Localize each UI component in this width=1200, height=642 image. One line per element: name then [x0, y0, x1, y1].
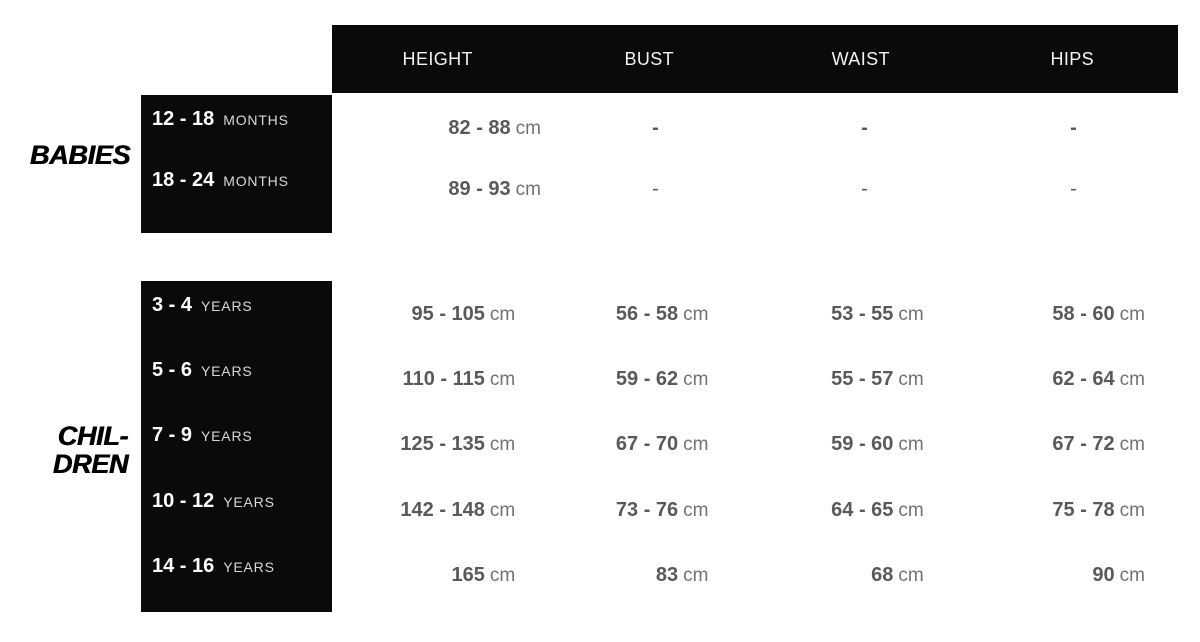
age-unit: YEARS	[201, 362, 253, 379]
cell-waist	[741, 433, 962, 456]
unit: cm	[898, 564, 924, 586]
cell-waist	[741, 499, 962, 522]
cell-waist	[760, 117, 969, 140]
cell-hips	[969, 117, 1178, 140]
table-row	[141, 555, 1178, 595]
cell-waist	[741, 564, 962, 587]
age-range: 3 - 4	[152, 293, 193, 316]
value: 58 - 60	[1052, 302, 1115, 325]
unit: cm	[898, 499, 924, 521]
column-header-hips: HIPS	[1050, 48, 1095, 69]
unit: cm	[1119, 433, 1145, 455]
unit: cm	[1119, 303, 1145, 325]
table-row	[141, 294, 1178, 334]
unit: cm	[683, 564, 709, 586]
unit: cm	[898, 433, 924, 455]
cell-height	[332, 499, 525, 522]
cell-hips	[962, 499, 1178, 522]
value: 64 - 65	[831, 498, 894, 521]
value: 67 - 72	[1052, 432, 1115, 455]
value: -	[652, 116, 659, 139]
age-unit: MONTHS	[223, 172, 289, 189]
value: -	[652, 177, 659, 200]
value: 55 - 57	[831, 367, 894, 390]
value: 59 - 60	[831, 432, 894, 455]
cell-bust	[525, 303, 740, 326]
value: 75 - 78	[1052, 498, 1115, 521]
age-range: 5 - 6	[152, 358, 193, 381]
value: -	[861, 177, 868, 200]
value: 62 - 64	[1052, 367, 1115, 390]
age-label	[141, 108, 332, 131]
age-unit: MONTHS	[223, 111, 289, 128]
cell-bust	[525, 368, 740, 391]
cell-height	[332, 368, 525, 391]
section-label-line: CHIL-	[57, 421, 128, 451]
unit: cm	[898, 368, 924, 390]
age-range: 7 - 9	[152, 423, 193, 446]
unit: cm	[683, 303, 709, 325]
unit: cm	[515, 178, 541, 200]
unit: cm	[489, 564, 516, 586]
age-range: 14 - 16	[152, 554, 215, 577]
table-header	[332, 25, 1178, 93]
value: 95 - 105	[411, 302, 485, 325]
cell-waist	[741, 368, 962, 391]
cell-hips	[969, 178, 1178, 201]
age-label	[141, 490, 332, 513]
age-label	[141, 359, 332, 382]
column-header-waist: WAIST	[831, 48, 890, 69]
cell-height	[332, 564, 525, 587]
table-row	[141, 169, 1178, 209]
value: 90	[1092, 563, 1115, 586]
age-unit: YEARS	[201, 427, 253, 444]
age-unit: YEARS	[223, 558, 275, 575]
unit: cm	[489, 499, 516, 521]
age-unit: YEARS	[201, 297, 253, 314]
value: 125 - 135	[400, 432, 485, 455]
value: 142 - 148	[400, 498, 485, 521]
age-unit: YEARS	[223, 493, 275, 510]
cell-bust	[525, 564, 740, 587]
value: -	[1070, 177, 1077, 200]
value: 67 - 70	[615, 432, 679, 455]
cell-bust	[525, 499, 740, 522]
age-label	[141, 555, 332, 578]
value: 53 - 55	[831, 302, 894, 325]
value: 68	[871, 563, 894, 586]
value: -	[861, 116, 868, 139]
section-label-children	[0, 422, 128, 478]
unit: cm	[898, 303, 924, 325]
cell-height	[332, 303, 525, 326]
value: 56 - 58	[615, 302, 679, 325]
age-label	[141, 169, 332, 192]
cell-bust	[551, 117, 760, 140]
age-label	[141, 294, 332, 317]
unit: cm	[489, 433, 516, 455]
table-row	[141, 424, 1178, 464]
table-row	[141, 490, 1178, 530]
cell-height	[332, 178, 551, 201]
unit: cm	[489, 368, 516, 390]
value: 73 - 76	[615, 498, 679, 521]
cell-hips	[962, 303, 1178, 326]
unit: cm	[683, 499, 709, 521]
cell-height	[332, 117, 551, 140]
column-header-bust: BUST	[624, 48, 675, 69]
value: 165	[451, 563, 485, 586]
age-range: 12 - 18	[152, 107, 215, 130]
cell-hips	[962, 368, 1178, 391]
section-label-line: DREN	[52, 449, 128, 479]
column-header-height: HEIGHT	[402, 48, 473, 69]
cell-hips	[962, 564, 1178, 587]
age-range: 18 - 24	[152, 168, 215, 191]
value: -	[1070, 116, 1077, 139]
value: 110 - 115	[402, 367, 485, 390]
cell-height	[332, 433, 525, 456]
value: 83	[655, 563, 679, 586]
unit: cm	[683, 368, 709, 390]
value: 89 - 93	[448, 177, 511, 200]
value: 59 - 62	[615, 367, 679, 390]
cell-bust	[551, 178, 760, 201]
value: 82 - 88	[448, 116, 511, 139]
cell-waist	[760, 178, 969, 201]
age-label	[141, 424, 332, 447]
cell-bust	[525, 433, 740, 456]
section-label-line: BABIES	[29, 140, 130, 170]
cell-waist	[741, 303, 962, 326]
table-row	[141, 359, 1178, 399]
unit: cm	[683, 433, 709, 455]
unit: cm	[489, 303, 516, 325]
unit: cm	[1119, 499, 1145, 521]
cell-hips	[962, 433, 1178, 456]
table-row	[141, 108, 1178, 148]
unit: cm	[515, 117, 541, 139]
section-label-babies	[0, 141, 130, 169]
unit: cm	[1119, 564, 1145, 586]
age-range: 10 - 12	[152, 489, 215, 512]
unit: cm	[1119, 368, 1145, 390]
